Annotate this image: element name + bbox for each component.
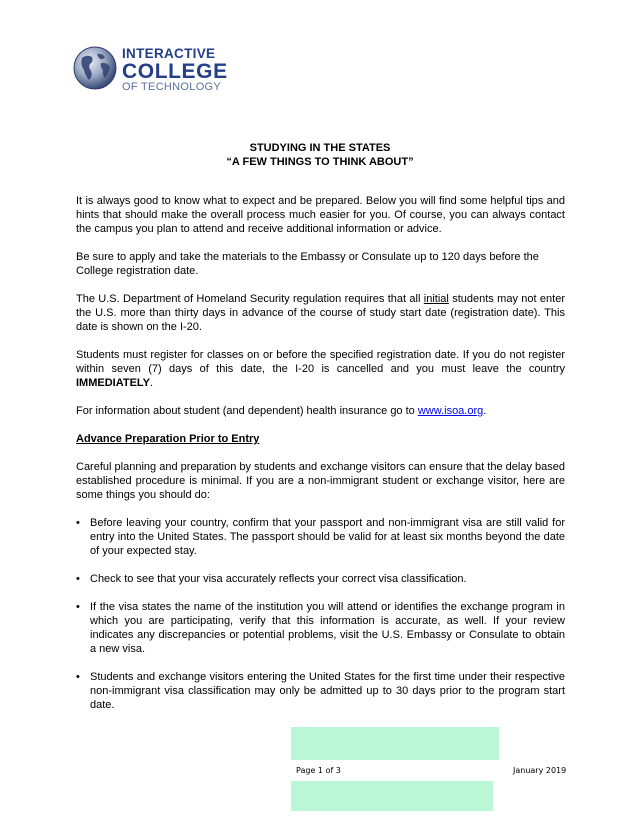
list-item	[76, 670, 565, 712]
p5-text: For information about student (and dependent) health insurance go to	[76, 405, 418, 417]
bullet-icon: •	[76, 601, 80, 613]
paragraph-intro: It is always good to know what to expect and be prepared. Below you will find some helpful tips and hints that should make the overall process much easier for you. Of course, you can always contact the campus you plan to attend and receive additional information or advice.	[76, 195, 565, 235]
highlight-box-bottom	[291, 781, 493, 811]
title-line-2: “A FEW THINGS TO THINK ABOUT”	[226, 156, 414, 168]
bullet-icon: •	[76, 517, 80, 529]
list-item	[76, 600, 565, 656]
list-item-text: Check to see that your visa accurately reflects your correct visa classification.	[90, 573, 467, 585]
p4-bold-immediately: IMMEDIATELY	[76, 377, 150, 389]
document-body	[76, 194, 565, 726]
section-intro: Careful planning and preparation by students and exchange visitors can ensure that the delay based established procedure is minimal. If you are a non-immigrant student or exchange visitor, here are some things you should do:	[76, 461, 565, 501]
document-title	[0, 141, 640, 169]
footer-date: January 2019	[513, 766, 567, 775]
page-number: Page 1 of 3	[296, 766, 341, 775]
p3-underlined-initial: initial	[423, 293, 449, 305]
p4-text: Students must register for classes on or before the specified registration date. If you do not register within seven (7) days of this date, the I-20 is cancelled and you must leave the country	[76, 349, 565, 375]
section-heading: Advance Preparation Prior to Entry	[76, 433, 260, 445]
p4-end: .	[149, 377, 154, 389]
college-logo	[72, 45, 252, 93]
list-item-text: Before leaving your country, confirm that your passport and non-immigrant visa are still valid for entry into the United States. The passport should be valid for at least six months beyond the date of your expected stay.	[90, 517, 565, 557]
logo-line-technology: OF TECHNOLOGY	[122, 80, 222, 93]
logo-line-college: COLLEGE	[122, 59, 228, 83]
list-item-text: If the visa states the name of the institution you will attend or identifies the exchange program in which you are participating, verify that this information is accurate, as well. If your review indicates any discrepancies or potential problems, visit the U.S. Embassy or Consulate to obtain a new visa.	[90, 601, 565, 655]
preparation-list	[76, 516, 565, 712]
p3-text-a: The U.S. Department of Homeland Security regulation requires that all	[76, 293, 424, 305]
isoa-link[interactable]: www.isoa.org	[417, 405, 484, 417]
bullet-icon: •	[76, 573, 80, 585]
globe-icon	[72, 45, 118, 91]
list-item	[76, 516, 565, 558]
list-item	[76, 572, 565, 586]
title-line-1: STUDYING IN THE STATES	[249, 142, 391, 154]
highlight-box-top	[291, 727, 499, 760]
paragraph-registration	[76, 348, 565, 390]
paragraph-embassy: Be sure to apply and take the materials to the Embassy or Consulate up to 120 days before the College registration date.	[76, 251, 539, 277]
logo-line-interactive: INTERACTIVE	[122, 46, 216, 61]
paragraph-health-insurance	[76, 404, 565, 418]
p5-end: .	[483, 405, 487, 417]
paragraph-homeland-security	[76, 292, 565, 334]
p3-text-b: students may not enter the U.S. more than thirty days in advance of the course of study start date (registration date). This date is shown on the I-20.	[76, 293, 566, 333]
bullet-icon: •	[76, 671, 80, 683]
list-item-text: Students and exchange visitors entering the United States for the first time under their respective non-immigrant visa classification may only be admitted up to 30 days prior to the program start date.	[90, 671, 565, 711]
